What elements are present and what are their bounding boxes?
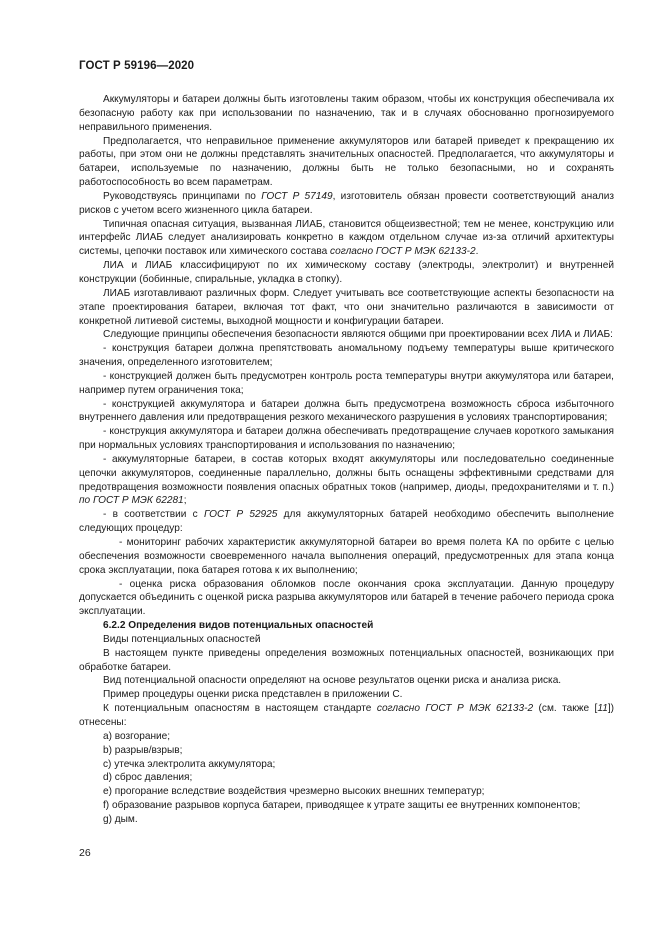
list-item: a) возгорание; <box>103 730 171 742</box>
document-body <box>79 93 614 827</box>
hazard-list <box>79 730 614 827</box>
paragraph: ЛИА и ЛИАБ классифицируют по их химическому составу (электроды, электролит) и внутренней конструкции (бобинные, спиральные, укладка в стопку). <box>79 260 614 285</box>
bibliography-reference: 11 <box>597 703 608 715</box>
paragraph: Руководствуясь принципами по ГОСТ Р 57149, изготовитель обязан провести соответствующий анализ рисков с учетом всего жизненного цикла батареи. <box>79 190 614 216</box>
standard-reference: согласно ГОСТ Р МЭК 62133-2 <box>330 246 476 258</box>
standard-reference: согласно ГОСТ Р МЭК 62133-2 <box>376 703 534 715</box>
paragraph: ЛИАБ изготавливают различных форм. Следует учитывать все соответствующие аспекты безопасности на этапе проектирования батареи, включая тот факт, что они значительно различаются в зависимости от конкретной литиевой системы, выходной мощности и конфигурации батареи. <box>79 287 614 327</box>
paragraph: Аккумуляторы и батареи должны быть изготовлены таким образом, чтобы их конструкция обеспечивала их безопасную работу как при использовании по назначению, так и в случаях обоснованно прогнозируемого неправильного применения. <box>79 94 614 133</box>
list-item: - конструкция аккумулятора и батареи должна обеспечивать предотвращение случаев короткого замыкания при нормальных условиях транспортирования и использования по назначению; <box>79 426 614 452</box>
sub-list-item: - оценка риска образования обломков после окончания срока эксплуатации. Данную процедуру допускается объединить с оценкой риска разрыва аккумуляторов или батарей в течение рабочего периода срока эксплуатации. <box>79 578 614 618</box>
list-item: b) разрыв/взрыв; <box>103 744 183 756</box>
page-number: 26 <box>79 847 91 859</box>
list-item: e) прогорание вследствие воздействия чрезмерно высоких внешних температур; <box>103 786 485 798</box>
standard-reference: ГОСТ Р 57149 <box>261 190 333 202</box>
paragraph: Следующие принципы обеспечения безопасности являются общими при проектировании всех ЛИА и ЛИАБ: <box>103 329 613 341</box>
paragraph: Типичная опасная ситуация, вызванная ЛИАБ, становится общеизвестной; тем не менее, конструкцию или интерфейс ЛИАБ следует анализировать конкретно в каждом отдельном случае из-за отличий архитектуры системы, цепочки поставок или химического состава согласно ГОСТ Р МЭК 62133-2. <box>79 218 614 258</box>
paragraph: В настоящем пункте приведены определения возможных потенциальных опасностей, возникающих при обработке батареи. <box>79 647 614 673</box>
section-heading: 6.2.2 Определения видов потенциальных опасностей <box>103 620 374 632</box>
standard-reference: по ГОСТ Р МЭК 62281 <box>79 495 184 507</box>
list-item: c) утечка электролита аккумулятора; <box>103 758 276 770</box>
list-item: - конструкцией должен быть предусмотрен контроль роста температуры внутри аккумулятора или батареи, например путем ограничения тока; <box>79 370 614 396</box>
paragraph: Предполагается, что неправильное применение аккумуляторов или батарей приведет к прекращению их работы, при этом они не должны представлять значительных опасностей. Предполагается, что аккумуляторы и батареи, используемые по назначению, должны быть не только безопасными, но и сохранять работоспособность во всем параметрам. <box>79 135 614 189</box>
list-item: g) дым. <box>103 813 138 825</box>
document-header: ГОСТ Р 59196—2020 <box>79 60 195 72</box>
paragraph: Виды потенциальных опасностей <box>103 633 261 645</box>
standard-reference: ГОСТ Р 52925 <box>203 509 278 521</box>
list-item: - в соответствии с ГОСТ Р 52925 для аккумуляторных батарей необходимо обеспечить выполнение следующих процедур: <box>79 509 614 535</box>
paragraph: Пример процедуры оценки риска представлен в приложении С. <box>103 689 403 701</box>
list-item: d) сброс давления; <box>103 772 193 784</box>
list-item: f) образование разрывов корпуса батареи, приводящее к утрате защиты ее внутренних компонентов; <box>103 800 581 812</box>
paragraph: К потенциальным опасностям в настоящем стандарте согласно ГОСТ Р МЭК 62133-2 (см. также [11]) отнесены: <box>79 703 614 728</box>
list-item: - аккумуляторные батареи, в состав которых входят аккумуляторы или последовательно соединенные цепочки аккумуляторов, соединенные параллельно, должны быть оснащены эффективными средствами для предотвращения возможности появления опасных обратных токов (например, диоды, предохранителями и т. п.) по ГОСТ Р МЭК 62281; <box>79 453 614 507</box>
sub-list-item: - мониторинг рабочих характеристик аккумуляторной батареи во время полета КА по орбите с целью обеспечения возможности своевременного начала выполнения операций, предусмотренных для этапа конца срока эксплуатации, пока батарея готова к их выполнению; <box>79 537 614 576</box>
list-item: - конструкция батареи должна препятствовать аномальному подъему температуры выше критического значения, определенного изготовителем; <box>79 343 614 369</box>
paragraph: Вид потенциальной опасности определяют на основе результатов оценки риска и анализа риска. <box>103 675 562 687</box>
list-item: - конструкцией аккумулятора и батареи должна быть предусмотрена возможность сброса избыточного внутреннего давления или предотвращения резкого механического разрушения в условиях транспортирования; <box>79 398 614 424</box>
